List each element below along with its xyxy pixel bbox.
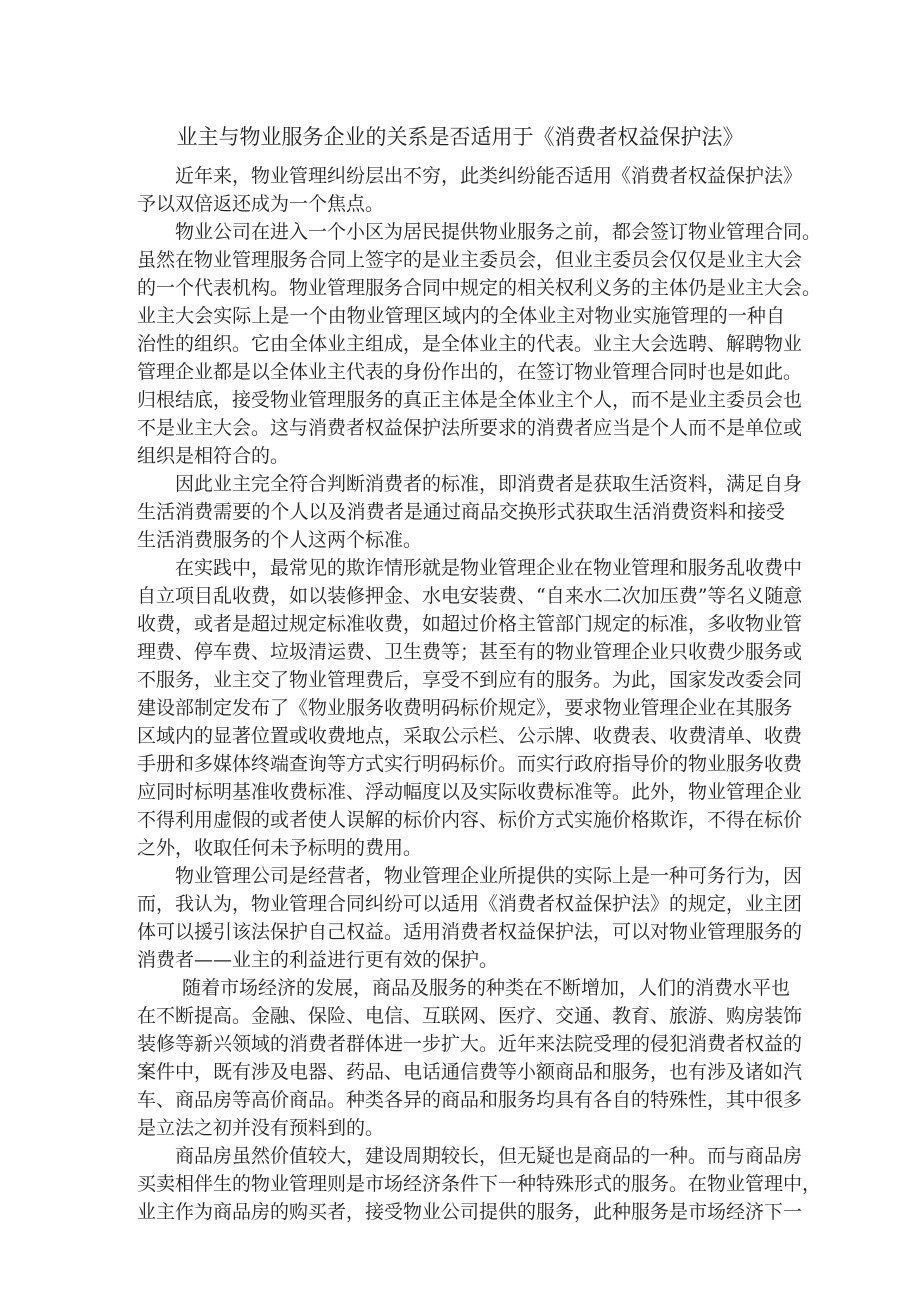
text-line: 消费者——业主的利益进行更有效的保护。 <box>137 949 499 971</box>
text-line: 自立项目乱收费，如以装修押金、水电安装费、“自来水二次加压费”等名义随意 <box>137 585 803 607</box>
text-line: 收费，或者是超过规定标准收费，如超过价格主管部门规定的标准，多收物业管 <box>137 613 803 635</box>
text-line: 装修等新兴领域的消费者群体进一步扩大。近年来法院受理的侵犯消费者权益的 <box>137 1033 803 1055</box>
text-line: 近年来，物业管理纠纷层出不穷，此类纠纷能否适用《消费者权益保护法》 <box>175 165 803 187</box>
text-line: 手册和多媒体终端查询等方式实行明码标价。而实行政府指导价的物业服务收费 <box>137 753 803 775</box>
paragraph <box>137 862 803 974</box>
text-line: 的一个代表机构。物业管理服务合同中规定的相关权利义务的主体仍是业主大会。 <box>137 277 822 299</box>
text-line: 归根结底，接受物业管理服务的真正主体是全体业主个人，而不是业主委员会也 <box>137 389 803 411</box>
text-line: 是立法之初并没有预料到的。 <box>137 1117 385 1139</box>
text-line: 随着市场经济的发展，商品及服务的种类在不断增加，人们的消费水平也 <box>182 977 791 999</box>
text-line: 物业管理公司是经营者，物业管理企业所提供的实际上是一种可务行为，因 <box>175 865 803 887</box>
text-line: 生活消费服务的个人这两个标准。 <box>137 529 423 551</box>
text-line: 应同时标明基准收费标准、浮动幅度以及实际收费标准等。此外，物业管理企业 <box>137 781 803 803</box>
text-line: 体可以援引该法保护自己权益。适用消费者权益保护法，可以对物业管理服务的 <box>137 921 803 943</box>
paragraph <box>137 1142 822 1226</box>
text-line: 在实践中，最常见的欺诈情形就是物业管理企业在物业管理和服务乱收费中 <box>175 557 803 579</box>
text-line: 组织是相符合的。 <box>137 445 290 467</box>
text-line: 在不断提高。金融、保险、电信、互联网、医疗、交通、教育、旅游、购房装饰 <box>137 1005 803 1027</box>
text-line: 区域内的显著位置或收费地点，采取公示栏、公示牌、收费表、收费清单、收费 <box>137 725 803 747</box>
document-body <box>137 162 822 1226</box>
text-line: 予以双倍返还成为一个焦点。 <box>137 193 385 215</box>
paragraph <box>137 974 803 1142</box>
text-line: 建设部制定发布了《物业服务收费明码标价规定》，要求物业管理企业在其服务 <box>137 697 793 719</box>
text-line: 车、商品房等高价商品。种类各异的商品和服务均具有各自的特殊性，其中很多 <box>137 1089 803 1111</box>
text-line: 案件中，既有涉及电器、药品、电话通信费等小额商品和服务，也有涉及诸如汽 <box>137 1061 803 1083</box>
paragraph <box>137 218 822 470</box>
text-line: 理费、停车费、垃圾清运费、卫生费等；甚至有的物业管理企业只收费少服务或 <box>137 641 803 663</box>
text-line: 之外，收取任何未予标明的费用。 <box>137 837 423 859</box>
text-line: 业主作为商品房的购买者，接受物业公司提供的服务，此种服务是市场经济下一 <box>137 1201 803 1223</box>
text-line: 商品房虽然价值较大，建设周期较长，但无疑也是商品的一种。而与商品房 <box>175 1145 803 1167</box>
text-line: 治性的组织。它由全体业主组成，是全体业主的代表。业主大会选聘、解聘物业 <box>137 333 803 355</box>
text-line: 而，我认为，物业管理合同纠纷可以适用《消费者权益保护法》的规定，业主团 <box>137 893 803 915</box>
text-line: 物业公司在进入一个小区为居民提供物业服务之前，都会签订物业管理合同。 <box>175 221 822 243</box>
paragraph <box>137 470 803 554</box>
text-line: 业主大会实际上是一个由物业管理区域内的全体业主对物业实施管理的一种自 <box>137 305 785 327</box>
text-line: 因此业主完全符合判断消费者的标准，即消费者是获取生活资料，满足自身 <box>175 473 803 495</box>
paragraph <box>137 554 803 862</box>
text-line: 买卖相伴生的物业管理则是市场经济条件下一种特殊形式的服务。在物业管理中， <box>137 1173 822 1195</box>
paragraph <box>137 162 803 218</box>
text-line: 不是业主大会。这与消费者权益保护法所要求的消费者应当是个人而不是单位或 <box>137 417 803 439</box>
text-line: 不服务，业主交了物业管理费后，享受不到应有的服务。为此，国家发改委会同 <box>137 669 803 691</box>
document-title: 业主与物业服务企业的关系是否适用于《消费者权益保护法》 <box>176 125 744 149</box>
text-line: 管理企业都是以全体业主代表的身份作出的，在签订物业管理合同时也是如此。 <box>137 361 803 383</box>
text-line: 生活消费需要的个人以及消费者是通过商品交换形式获取生活消费资料和接受 <box>137 501 785 523</box>
text-line: 不得利用虚假的或者使人误解的标价内容、标价方式实施价格欺诈，不得在标价 <box>137 809 803 831</box>
text-line: 虽然在物业管理服务合同上签字的是业主委员会，但业主委员会仅仅是业主大会 <box>137 249 803 271</box>
